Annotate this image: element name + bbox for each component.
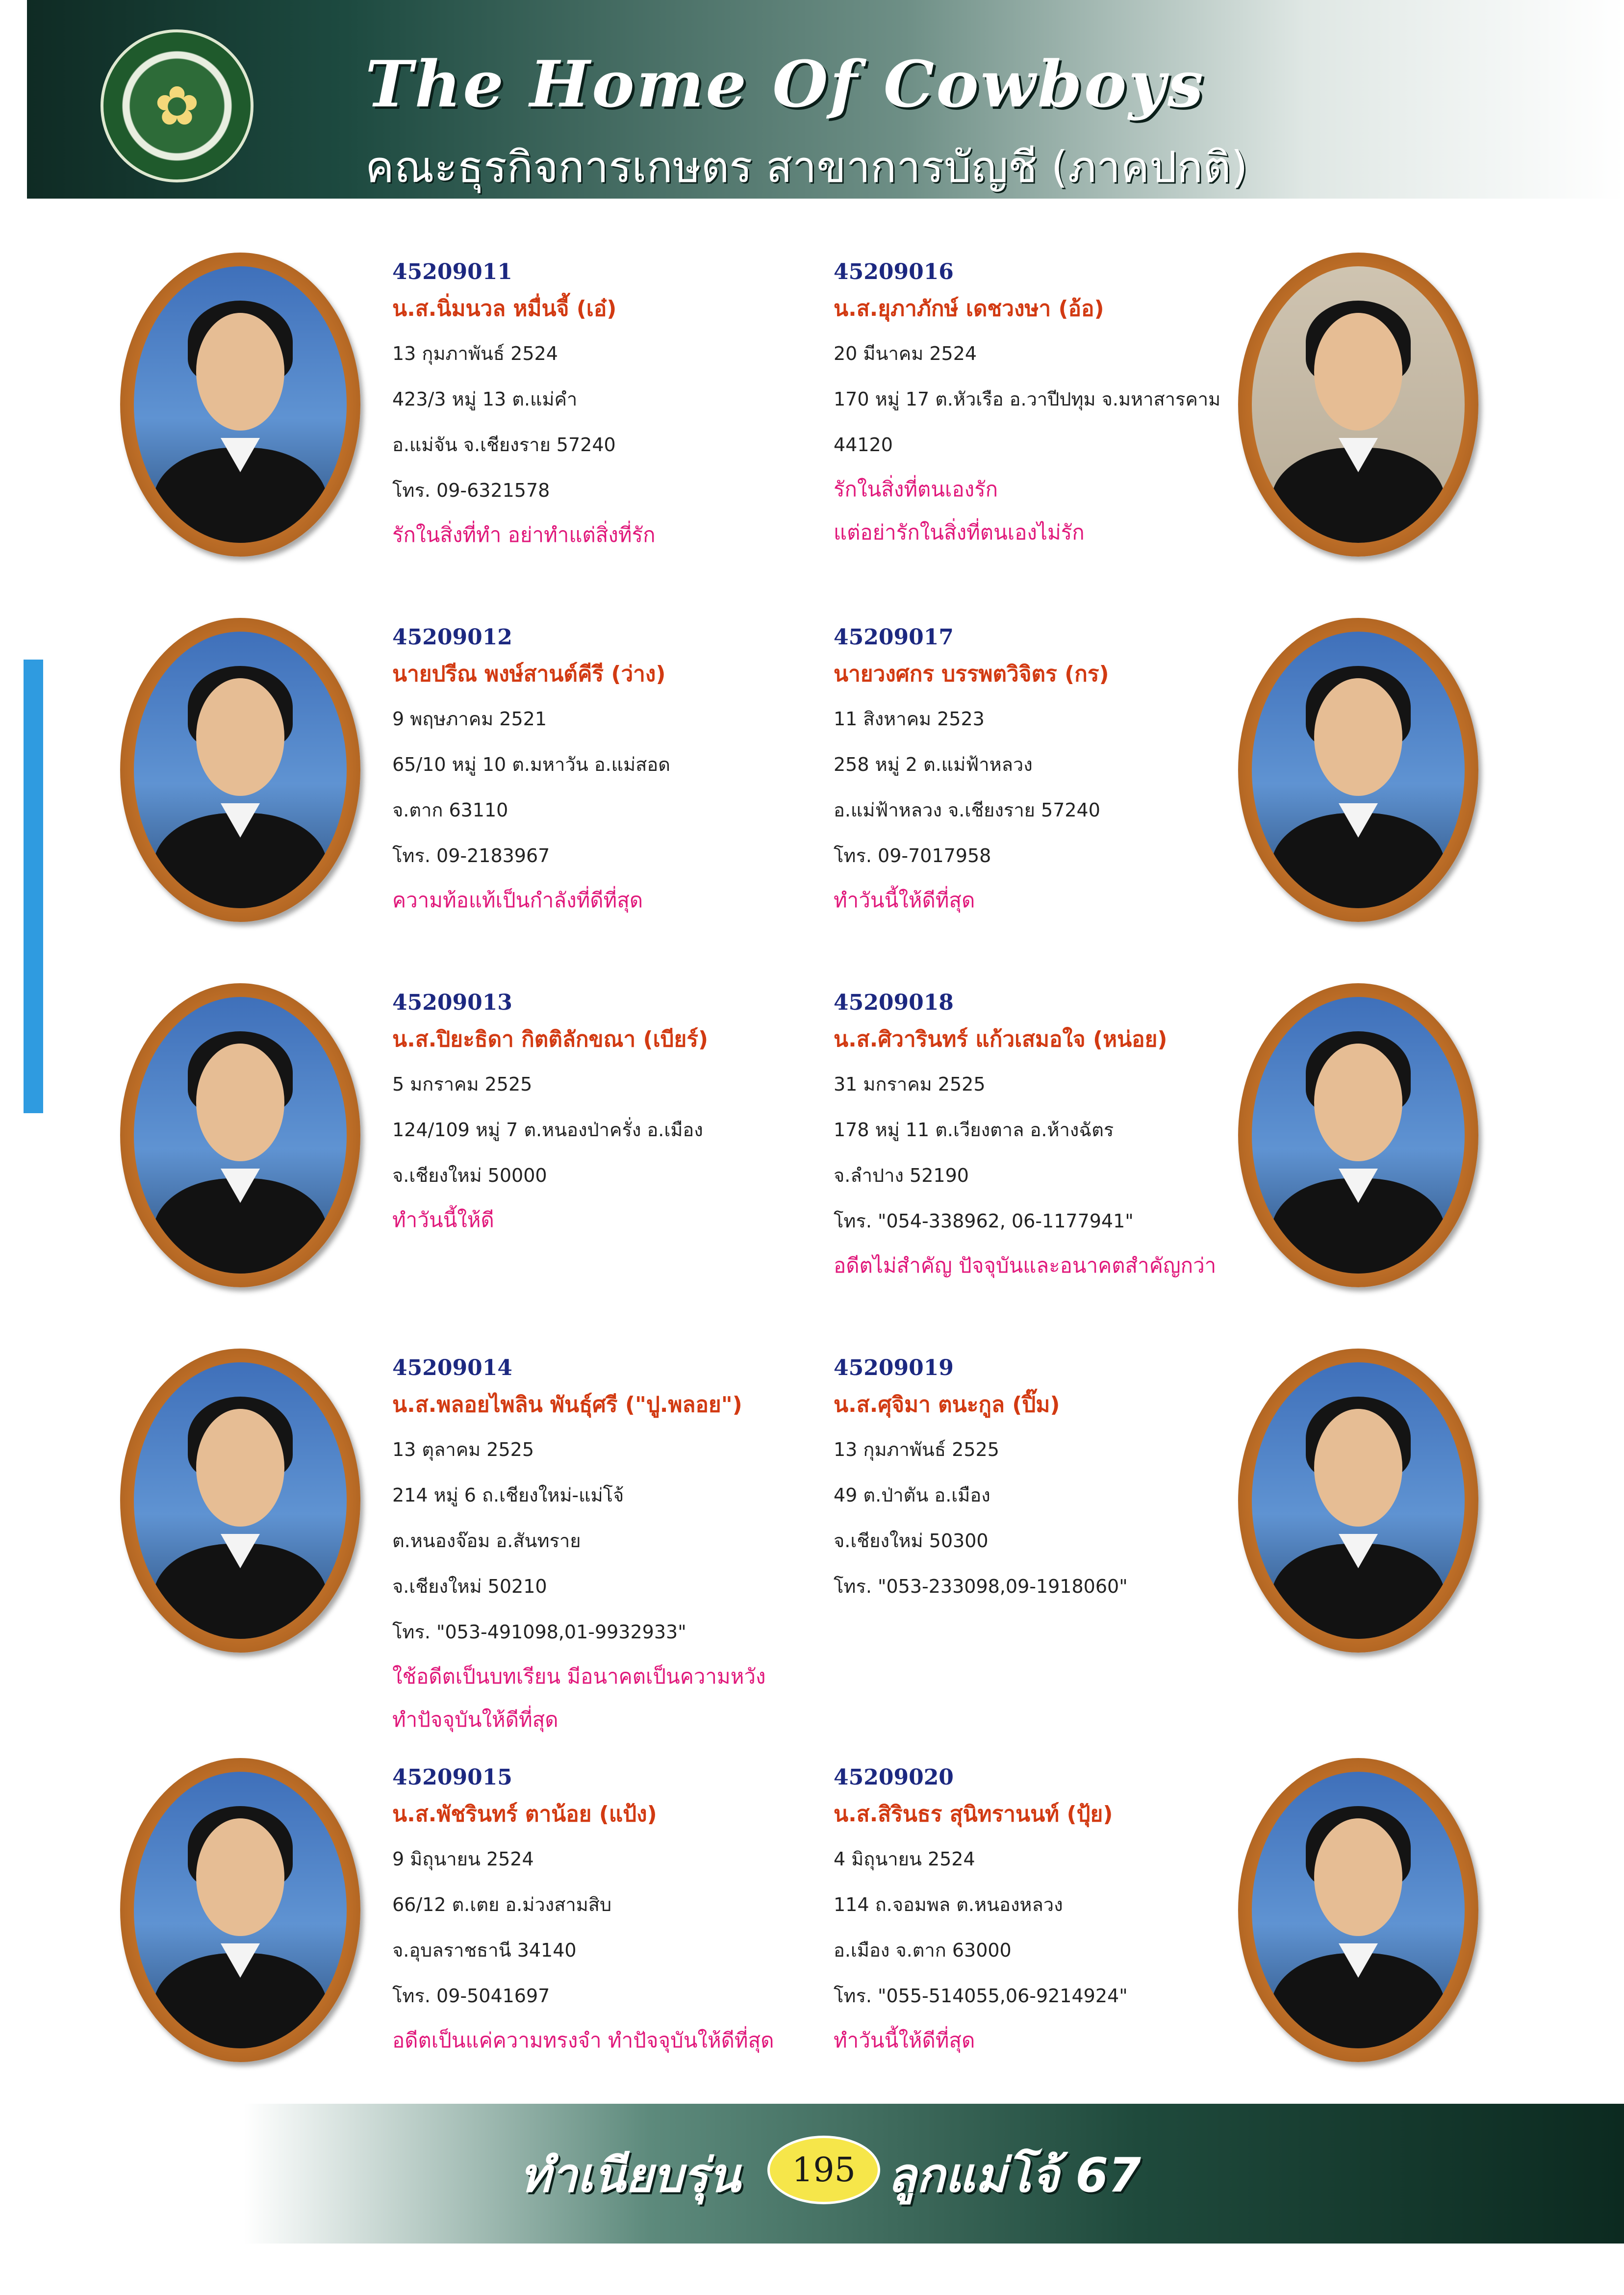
student-name: น.ส.พัชรินทร์ ตาน้อย (แป้ง) (392, 1802, 657, 1827)
portrait-face (1314, 678, 1402, 796)
student-detail-line: 258 หมู่ 2 ต.แม่ฟ้าหลวง (834, 754, 1033, 775)
portrait-image (1252, 632, 1465, 908)
student-photo (120, 253, 360, 557)
student-info (834, 988, 1216, 1287)
portrait-image (134, 1362, 347, 1639)
footer-right-text: ลูกแม่โจ้ 67 (888, 2148, 1141, 2203)
student-info (834, 623, 1216, 922)
student-motto: ทำปัจจุบันให้ดีที่สุด (392, 1708, 558, 1732)
student-detail-line: 13 ตุลาคม 2525 (392, 1439, 534, 1460)
student-detail-line: 214 หมู่ 6 ถ.เชียงใหม่-แม่โจ้ (392, 1484, 624, 1506)
side-accent-bar (24, 660, 43, 1113)
student-photo (1238, 618, 1478, 922)
student-photo (1238, 983, 1478, 1287)
student-detail-line: อ.เมือง จ.ตาก 63000 (834, 1939, 1012, 1961)
student-id: 45209013 (392, 990, 512, 1015)
student-motto: รักในสิ่งที่ทำ อย่าทำแต่สิ่งที่รัก (392, 523, 656, 547)
university-seal-logo (101, 29, 254, 182)
student-detail-line: โทร. 09-2183967 (392, 845, 550, 867)
student-detail-line: อ.แม่จัน จ.เชียงราย 57240 (392, 434, 616, 456)
portrait-image (1252, 266, 1465, 543)
student-motto: ใช้อดีตเป็นบทเรียน มีอนาคตเป็นความหวัง (392, 1664, 766, 1688)
student-name: น.ส.ศิวารินทร์ แก้วเสมอใจ (หน่อย) (834, 1027, 1167, 1052)
student-info (392, 988, 775, 1242)
student-detail-line: จ.ลำปาง 52190 (834, 1165, 969, 1186)
student-detail-line: โทร. "055-514055,06-9214924" (834, 1985, 1128, 2007)
student-detail-line: โทร. 09-7017958 (834, 845, 991, 867)
student-detail-line: 49 ต.ป่าตัน อ.เมือง (834, 1484, 990, 1506)
student-name: น.ส.ปิยะธิดา กิตติลักขณา (เบียร์) (392, 1027, 709, 1052)
student-detail-line: 13 กุมภาพันธ์ 2525 (834, 1439, 999, 1460)
student-photo (120, 1758, 360, 2062)
page-footer (0, 2104, 1624, 2244)
student-info (392, 623, 775, 922)
student-detail-line: 178 หมู่ 11 ต.เวียงตาล อ.ห้างฉัตร (834, 1119, 1114, 1141)
student-photo (120, 618, 360, 922)
student-detail-line: 5 มกราคม 2525 (392, 1073, 533, 1095)
student-detail-line: อ.แม่ฟ้าหลวง จ.เชียงราย 57240 (834, 799, 1100, 821)
page-header (27, 0, 1624, 199)
student-name: นายวงศกร บรรพตวิจิตร (กร) (834, 662, 1109, 687)
student-detail-line: 9 มิถุนายน 2524 (392, 1848, 534, 1870)
student-info (834, 257, 1221, 554)
portrait-face (196, 1409, 284, 1527)
student-detail-line: จ.เชียงใหม่ 50000 (392, 1165, 547, 1186)
student-detail-line: 170 หมู่ 17 ต.หัวเรือ อ.วาปีปทุม จ.มหาสารคาม (834, 388, 1221, 410)
student-detail-line: 4 มิถุนายน 2524 (834, 1848, 975, 1870)
portrait-face (196, 1044, 284, 1161)
student-detail-line: 65/10 หมู่ 10 ต.มหาวัน อ.แม่สอด (392, 754, 670, 775)
student-id: 45209015 (392, 1765, 512, 1790)
portrait-face (1314, 313, 1402, 431)
student-info (834, 1353, 1216, 1609)
student-detail-line: 44120 (834, 434, 893, 456)
student-detail-line: โทร. 09-5041697 (392, 1985, 550, 2007)
student-photo (120, 983, 360, 1287)
student-name: น.ส.ศุจิมา ตนะกูล (ปิ๊ม) (834, 1392, 1060, 1417)
student-detail-line: จ.ตาก 63110 (392, 799, 508, 821)
student-detail-line: 423/3 หมู่ 13 ต.แม่คำ (392, 388, 578, 410)
portrait-face (196, 1818, 284, 1936)
page-number-badge: 195 (767, 2136, 880, 2204)
student-photo (120, 1349, 360, 1653)
student-info (392, 257, 775, 557)
student-detail-line: 114 ถ.จอมพล ต.หนองหลวง (834, 1894, 1063, 1915)
student-detail-line: 124/109 หมู่ 7 ต.หนองป่าครั่ง อ.เมือง (392, 1119, 703, 1141)
student-info (392, 1353, 775, 1741)
student-detail-line: โทร. 09-6321578 (392, 480, 550, 501)
student-detail-line: 11 สิงหาคม 2523 (834, 708, 985, 730)
student-photo (1238, 1349, 1478, 1653)
portrait-image (134, 1772, 347, 2048)
student-info (392, 1763, 775, 2062)
student-name: น.ส.ยุภาภักษ์ เดชวงษา (อ้อ) (834, 296, 1104, 321)
student-id: 45209018 (834, 990, 954, 1015)
portrait-image (1252, 1772, 1465, 2048)
student-detail-line: จ.เชียงใหม่ 50300 (834, 1530, 989, 1552)
student-id: 45209012 (392, 625, 512, 650)
university-seal-icon: ✿ (154, 75, 200, 137)
portrait-face (1314, 1044, 1402, 1161)
portrait-image (134, 997, 347, 1274)
student-id: 45209019 (834, 1355, 954, 1380)
header-title: The Home Of Cowboys (365, 47, 1206, 122)
student-detail-line: โทร. "053-491098,01-9932933" (392, 1621, 686, 1643)
student-motto: ทำวันนี้ให้ดีที่สุด (834, 888, 975, 912)
student-photo (1238, 253, 1478, 557)
student-id: 45209020 (834, 1765, 954, 1790)
student-name: นายปรีณ พงษ์สานต์คีรี (ว่าง) (392, 662, 666, 687)
student-detail-line: 20 มีนาคม 2524 (834, 343, 977, 364)
student-detail-line: 66/12 ต.เตย อ.ม่วงสามสิบ (392, 1894, 612, 1915)
student-id: 45209016 (834, 259, 954, 284)
student-motto: ความท้อแท้เป็นกำลังที่ดีที่สุด (392, 888, 643, 912)
student-id: 45209011 (392, 259, 512, 284)
portrait-image (134, 632, 347, 908)
portrait-image (1252, 1362, 1465, 1639)
header-subtitle: คณะธุรกิจการเกษตร สาขาการบัญชี (ภาคปกติ) (365, 142, 1248, 192)
student-detail-line: โทร. "053-233098,09-1918060" (834, 1576, 1128, 1597)
student-detail-line: 31 มกราคม 2525 (834, 1073, 986, 1095)
student-detail-line: 9 พฤษภาคม 2521 (392, 708, 547, 730)
student-id: 45209017 (834, 625, 954, 650)
portrait-face (196, 678, 284, 796)
portrait-face (1314, 1409, 1402, 1527)
student-motto: อดีตเป็นแค่ความทรงจำ ทำปัจจุบันให้ดีที่สุด (392, 2028, 774, 2052)
student-name: น.ส.พลอยไพลิน พันธุ์ศรี ("ปู.พลอย") (392, 1392, 742, 1417)
student-detail-line: จ.เชียงใหม่ 50210 (392, 1576, 547, 1597)
student-motto: ทำวันนี้ให้ดี (392, 1208, 494, 1232)
footer-left-text: ทำเนียบรุ่น (520, 2148, 740, 2203)
student-name: น.ส.สิรินธร สุนิทรานนท์ (ปุ้ย) (834, 1802, 1113, 1827)
student-detail-line: โทร. "054-338962, 06-1177941" (834, 1210, 1134, 1232)
student-detail-line: 13 กุมภาพันธ์ 2524 (392, 343, 558, 364)
student-name: น.ส.นิ่มนวล หมื่นจี้ (เอ๋) (392, 296, 617, 321)
student-detail-line: ต.หนองจ๊อม อ.สันทราย (392, 1530, 581, 1552)
portrait-face (1314, 1818, 1402, 1936)
student-motto: แต่อย่ารักในสิ่งที่ตนเองไม่รัก (834, 520, 1085, 544)
student-id: 45209014 (392, 1355, 512, 1380)
student-info (834, 1763, 1216, 2062)
student-motto: ทำวันนี้ให้ดีที่สุด (834, 2028, 975, 2052)
portrait-face (196, 313, 284, 431)
student-photo (1238, 1758, 1478, 2062)
student-motto: อดีตไม่สำคัญ ปัจจุบันและอนาคตสำคัญกว่า (834, 1253, 1217, 1277)
portrait-image (1252, 997, 1465, 1274)
student-detail-line: จ.อุบลราชธานี 34140 (392, 1939, 577, 1961)
student-motto: รักในสิ่งที่ตนเองรัก (834, 477, 998, 501)
portrait-image (134, 266, 347, 543)
